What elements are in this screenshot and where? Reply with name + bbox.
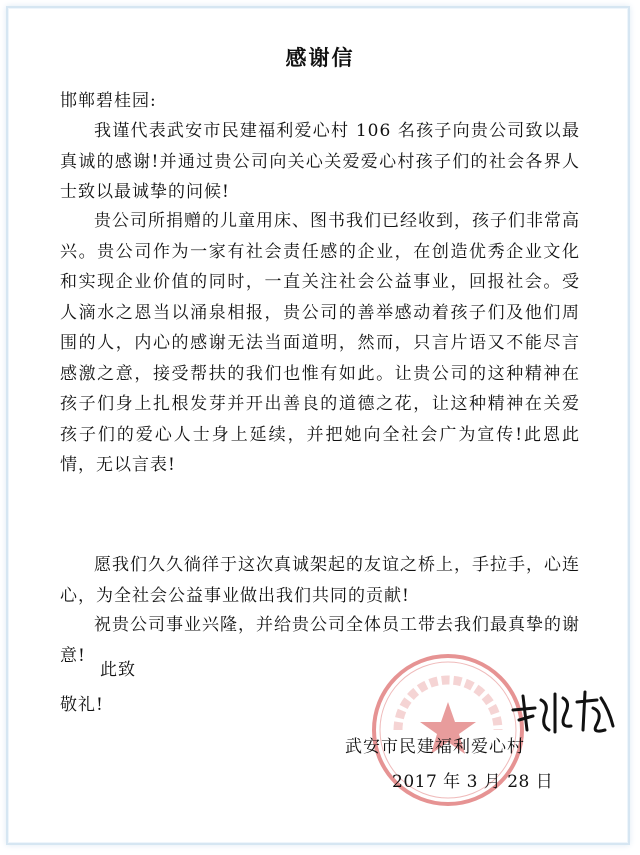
paragraph-4: 祝贵公司事业兴隆，并给贵公司全体员工带去我们最真挚的谢意! (60, 615, 580, 666)
handwritten-signature-icon (505, 680, 620, 740)
paragraph-3: 愿我们久久徜徉于这次真诚架起的友谊之桥上，手拉手，心连心，为全社会公益事业做出我们共同的贡献! (60, 555, 580, 606)
closing-phrase: 此致 (100, 660, 136, 680)
organization-name: 武安市民建福利爱心村 (345, 737, 525, 757)
letter-title: 感谢信 (285, 46, 355, 70)
letter-date: 2017 年 3 月 28 日 (392, 772, 554, 792)
paragraph-2: 贵公司所捐赠的儿童用床、图书我们已经收到，孩子们非常高兴。贵公司作为一家有社会责任感的企业，在创造优秀企业文化和实现企业价值的同时，一直关注社会公益事业，回报社会。受人滴水之恩当以涌泉相报，贵公司的善举感动着孩子们及他们周围的人，内心的感谢无法当面道明，然而，只言片语又不能尽言感激之意，接受帮扶的我们也惟有如此。让贵公司的这种精神在孩子们身上扎根发芽并开出善良的道德之花，让这种精神在关爱孩子们的爱心人士身上延续，并把她向全社会广为宣传!此恩此情，无以言表! (60, 211, 580, 475)
paragraph-1: 我谨代表武安市民建福利爱心村 106 名孩子向贵公司致以最真诚的感谢!并通过贵公司向关心关爱爱心村孩子们的社会各界人士致以最诚挚的问候! (60, 121, 580, 202)
salutation: 邯郸碧桂园: (60, 91, 157, 111)
closing-salute: 敬礼! (60, 695, 104, 715)
